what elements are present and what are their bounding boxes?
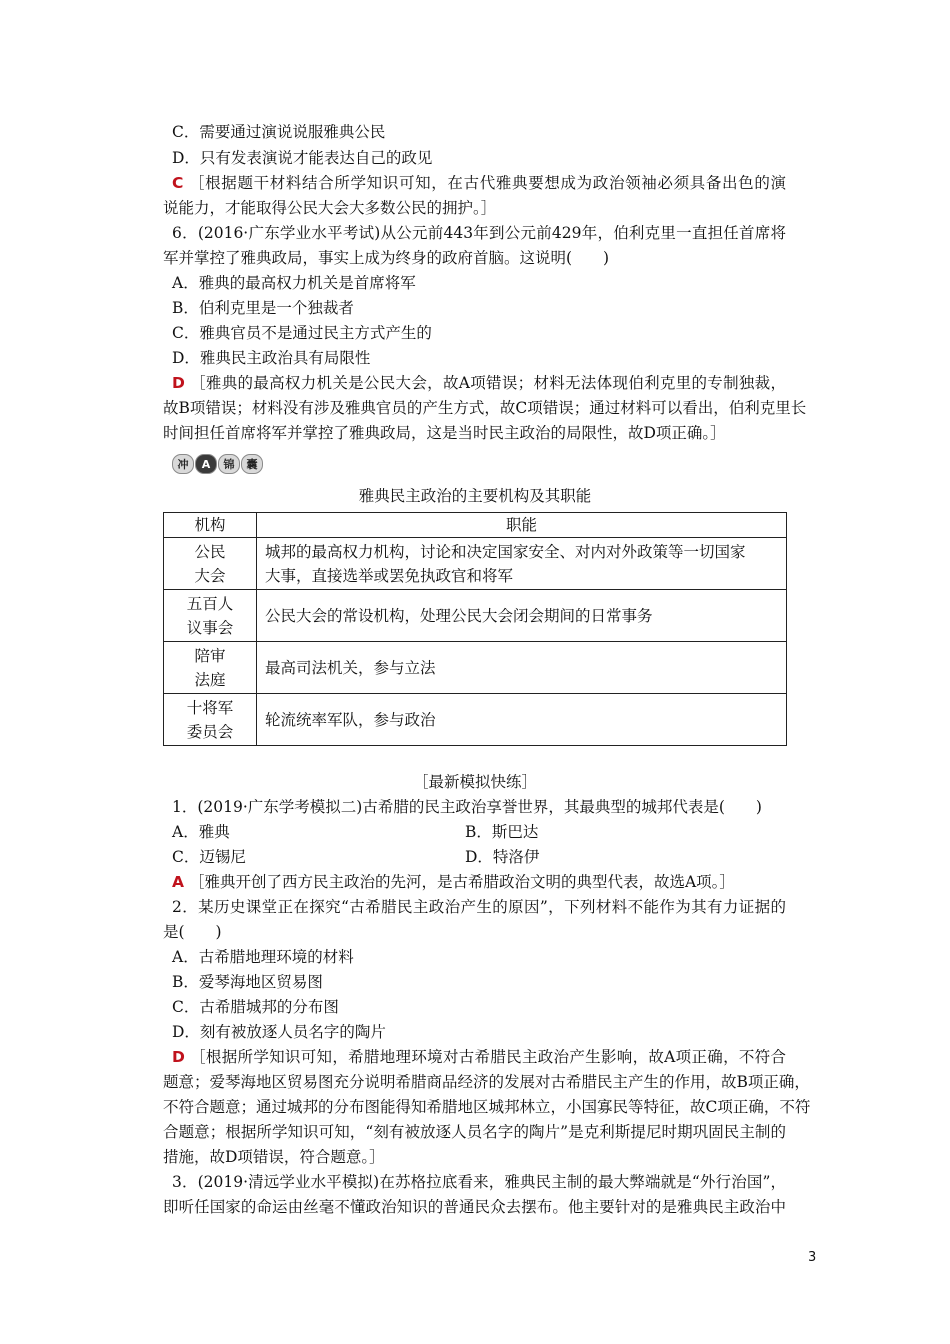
- institution-function: 公民大会的常设机构，处理公民大会闭会期间的日常事务: [257, 590, 787, 642]
- q6-explanation-line-1: ［雅典的最高权力机关是公民大会，故A项错误；材料无法体现伯利克里的专制独裁，: [190, 374, 786, 392]
- p2-option-a: A．古希腊地理环境的材料: [172, 948, 354, 966]
- p1-option-a: A．雅典: [172, 823, 230, 841]
- q6-answer-letter: D: [172, 374, 185, 392]
- p2-explanation-line-5: 措施，故D项错误，符合题意。］: [163, 1148, 385, 1166]
- table-header-row: [164, 513, 787, 538]
- q5-option-c: C．需要通过演说说服雅典公民: [172, 123, 386, 141]
- chong-a-jinnang-badge: [172, 454, 263, 474]
- p1-explanation-line-1: ［雅典开创了西方民主政治的先河，是古希腊政治文明的典型代表，故选A项。］: [188, 873, 735, 891]
- p2-explanation-line-4: 合题意；根据所学知识可知，“刻有被放逐人员名字的陶片”是克利斯提尼时期巩固民主制的: [163, 1123, 786, 1141]
- q5-explanation-line-2: 说能力，才能取得公民大会大多数公民的拥护。］: [163, 199, 497, 217]
- institution-function: 最高司法机关，参与立法: [257, 642, 787, 694]
- badge-char: A: [195, 454, 217, 474]
- header-function: 职能: [257, 513, 787, 538]
- q6-option-b: B．伯利克里是一个独裁者: [172, 299, 354, 317]
- institution-function: 轮流统率军队，参与政治: [257, 694, 787, 746]
- q6-option-d: D．雅典民主政治具有局限性: [172, 349, 371, 367]
- q6-option-a: A．雅典的最高权力机关是首席将军: [172, 274, 416, 292]
- p1-explanation: [172, 870, 735, 894]
- p2-explanation-line-3: 不符合题意；通过城邦的分布图能得知希腊地区城邦林立，小国寡民等特征，故C项正确，不符: [163, 1098, 811, 1116]
- q6-explanation: [172, 371, 786, 395]
- table-row: [164, 694, 787, 746]
- table-row: [164, 642, 787, 694]
- p2-explanation: [172, 1045, 786, 1069]
- page-number: 3: [808, 1250, 817, 1265]
- header-institution: 机构: [164, 513, 257, 538]
- q5-explanation-line-1: ［根据题干材料结合所学知识可知，在古代雅典要想成为政治领袖必须具备出色的演: [188, 174, 786, 192]
- q6-explanation-line-3: 时间担任首席将军并掌控了雅典政局，这是当时民主政治的局限性，故D项正确。］: [163, 424, 726, 442]
- q6-explanation-line-2: 故B项错误；材料没有涉及雅典官员的产生方式，故C项错误；通过材料可以看出，伯利克里长: [163, 399, 807, 417]
- section-title: ［最新模拟快练］: [412, 773, 537, 791]
- q5-option-d: D．只有发表演说才能表达自己的政见: [172, 149, 433, 167]
- p1-option-b: B．斯巴达: [465, 823, 539, 841]
- q5-explanation: [172, 171, 786, 195]
- p1-option-c: C．迈锡尼: [172, 848, 246, 866]
- p3-stem-line-1: 3．(2019·清远学业水平模拟)在苏格拉底看来，雅典民主制的最大弊端就是“外行治国”，: [172, 1173, 786, 1191]
- p2-explanation-line-2: 题意；爱琴海地区贸易图充分说明希腊商品经济的发展对古希腊民主产生的作用，故B项正确，: [163, 1073, 810, 1091]
- p2-option-b: B．爱琴海地区贸易图: [172, 973, 323, 991]
- table-row: [164, 590, 787, 642]
- badge-char: 锦: [218, 454, 240, 474]
- p2-answer-letter: D: [172, 1048, 185, 1066]
- p1-option-d: D．特洛伊: [465, 848, 540, 866]
- q6-stem-line-2: 军并掌控了雅典政局，事实上成为终身的政府首脑。这说明( ): [163, 249, 610, 267]
- institutions-table: [163, 512, 787, 746]
- p2-option-d: D．刻有被放逐人员名字的陶片: [172, 1023, 386, 1041]
- institution-function: 城邦的最高权力机构，讨论和决定国家安全、对内对外政策等一切国家 大事，直接选举或罢免执政官和将军: [257, 538, 787, 590]
- institution-name: 公民 大会: [164, 538, 257, 590]
- p2-option-c: C．古希腊城邦的分布图: [172, 998, 339, 1016]
- table-row: [164, 538, 787, 590]
- table-caption: 雅典民主政治的主要机构及其职能: [358, 487, 592, 505]
- p3-stem-line-2: 即听任国家的命运由丝毫不懂政治知识的普通民众去摆布。他主要针对的是雅典民主政治中: [163, 1198, 786, 1216]
- q6-stem-line-1: 6．(2016·广东学业水平考试)从公元前443年到公元前429年，伯利克里一直担任首席将: [172, 224, 786, 242]
- p2-stem-line-1: 2．某历史课堂正在探究“古希腊民主政治产生的原因”，下列材料不能作为其有力证据的: [172, 898, 786, 916]
- institution-name: 十将军 委员会: [164, 694, 257, 746]
- institution-name: 陪审 法庭: [164, 642, 257, 694]
- p2-explanation-line-1: ［根据所学知识可知，希腊地理环境对古希腊民主政治产生影响，故A项正确，不符合: [190, 1048, 786, 1066]
- p1-stem: 1．(2019·广东学考模拟二)古希腊的民主政治享誉世界，其最典型的城邦代表是( ): [172, 798, 762, 816]
- p2-stem-line-2: 是( ): [163, 923, 222, 941]
- q6-option-c: C．雅典官员不是通过民主方式产生的: [172, 324, 432, 342]
- badge-char: 冲: [172, 454, 194, 474]
- p1-answer-letter: A: [172, 873, 184, 891]
- badge-char: 囊: [241, 454, 263, 474]
- q5-answer-letter: C: [172, 174, 184, 192]
- institution-name: 五百人 议事会: [164, 590, 257, 642]
